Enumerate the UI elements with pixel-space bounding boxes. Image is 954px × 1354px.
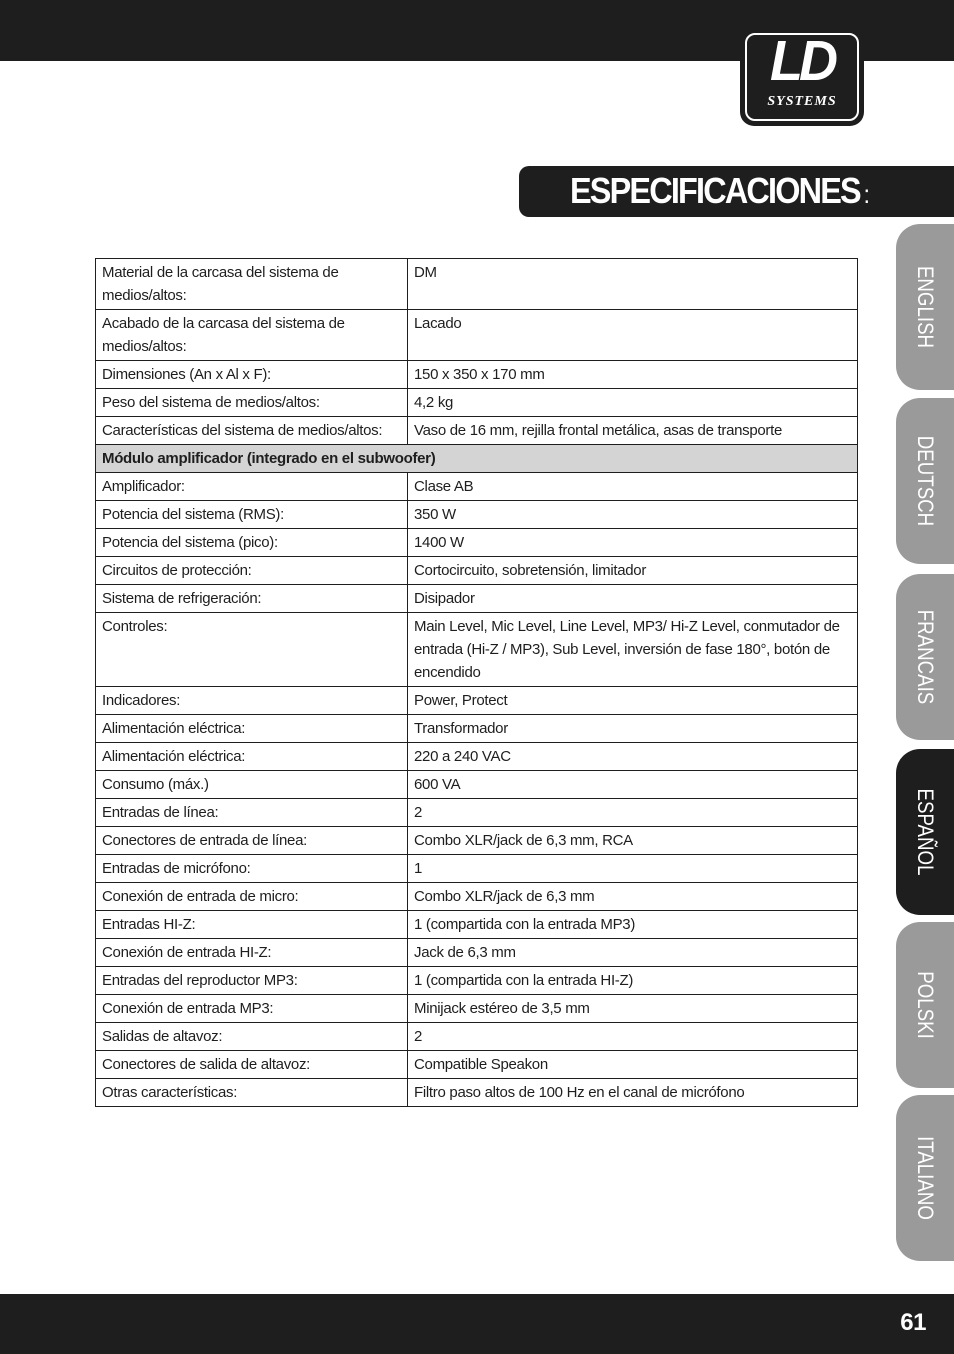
specifications-table [95, 258, 858, 1107]
table-row [96, 687, 858, 715]
spec-value: 350 W [408, 501, 858, 529]
table-row [96, 1023, 858, 1051]
tab-italiano-label: ITALIANO [913, 1136, 938, 1220]
table-row [96, 1079, 858, 1107]
table-row [96, 473, 858, 501]
spec-label: Entradas de micrófono: [96, 855, 408, 883]
spec-value: Compatible Speakon [408, 1051, 858, 1079]
spec-label: Controles: [96, 613, 408, 687]
spec-value: 1400 W [408, 529, 858, 557]
table-row [96, 855, 858, 883]
spec-value: Vaso de 16 mm, rejilla frontal metálica, asas de transporte [408, 417, 858, 445]
spec-value: 2 [408, 799, 858, 827]
spec-label: Dimensiones (An x Al x F): [96, 361, 408, 389]
table-section-header [96, 445, 858, 473]
spec-value: Jack de 6,3 mm [408, 939, 858, 967]
spec-value: Filtro paso altos de 100 Hz en el canal de micrófono [408, 1079, 858, 1107]
section-title: Módulo amplificador (integrado en el subwoofer) [96, 445, 858, 473]
spec-value: Combo XLR/jack de 6,3 mm, RCA [408, 827, 858, 855]
spec-label: Conectores de salida de altavoz: [96, 1051, 408, 1079]
page-number: 61 [900, 1309, 926, 1336]
table-row [96, 827, 858, 855]
spec-label: Consumo (máx.) [96, 771, 408, 799]
tab-polski-label: POLSKI [913, 971, 938, 1039]
tab-deutsch-label: DEUTSCH [913, 435, 938, 527]
spec-label: Conexión de entrada de micro: [96, 883, 408, 911]
table-row [96, 995, 858, 1023]
spec-label: Amplificador: [96, 473, 408, 501]
table-row [96, 389, 858, 417]
logo-ld-text: LD [770, 29, 834, 93]
spec-label: Conexión de entrada HI-Z: [96, 939, 408, 967]
table-row [96, 501, 858, 529]
spec-label: Peso del sistema de medios/altos: [96, 389, 408, 417]
spec-value: Power, Protect [408, 687, 858, 715]
spec-value: Main Level, Mic Level, Line Level, MP3/ Hi-Z Level, conmutador de entrada (Hi-Z / MP3), Sub Level, inversión de fase 180°, botón de encendido [408, 613, 858, 687]
spec-label: Alimentación eléctrica: [96, 743, 408, 771]
tab-polski[interactable] [896, 922, 954, 1088]
table-row [96, 715, 858, 743]
table-row [96, 310, 858, 361]
table-row [96, 361, 858, 389]
table-row [96, 799, 858, 827]
tab-english[interactable] [896, 224, 954, 390]
table-row [96, 771, 858, 799]
spec-value: Disipador [408, 585, 858, 613]
spec-label: Conexión de entrada MP3: [96, 995, 408, 1023]
tab-deutsch[interactable] [896, 398, 954, 564]
spec-value: 4,2 kg [408, 389, 858, 417]
table-row [96, 417, 858, 445]
tab-francais-label: FRANCAIS [913, 609, 938, 705]
page-title-colon: : [863, 179, 870, 209]
spec-value: 1 (compartida con la entrada MP3) [408, 911, 858, 939]
table-row [96, 529, 858, 557]
ld-systems-logo [740, 28, 864, 126]
table-row [96, 613, 858, 687]
spec-label: Conectores de entrada de línea: [96, 827, 408, 855]
spec-value: 2 [408, 1023, 858, 1051]
spec-value: 1 [408, 855, 858, 883]
spec-label: Acabado de la carcasa del sistema de medios/altos: [96, 310, 408, 361]
spec-value: 220 a 240 VAC [408, 743, 858, 771]
tab-italiano[interactable] [896, 1095, 954, 1261]
tab-francais[interactable] [896, 574, 954, 740]
tab-espanol-label: ESPAÑOL [913, 788, 938, 876]
spec-label: Alimentación eléctrica: [96, 715, 408, 743]
spec-label: Entradas del reproductor MP3: [96, 967, 408, 995]
page-title-main: ESPECIFICACIONES [570, 170, 860, 211]
spec-value: 150 x 350 x 170 mm [408, 361, 858, 389]
bottom-bar [0, 1294, 954, 1354]
spec-value: Clase AB [408, 473, 858, 501]
spec-label: Entradas HI-Z: [96, 911, 408, 939]
table-row [96, 939, 858, 967]
table-row [96, 743, 858, 771]
table-row [96, 883, 858, 911]
spec-value: 600 VA [408, 771, 858, 799]
spec-label: Material de la carcasa del sistema de medios/altos: [96, 259, 408, 310]
spec-value: Cortocircuito, sobretensión, limitador [408, 557, 858, 585]
tab-english-label: ENGLISH [913, 265, 938, 349]
spec-label: Sistema de refrigeración: [96, 585, 408, 613]
page-title [570, 169, 870, 216]
table-row [96, 259, 858, 310]
table-row [96, 967, 858, 995]
tab-espanol[interactable] [896, 749, 954, 915]
spec-label: Otras características: [96, 1079, 408, 1107]
spec-label: Potencia del sistema (RMS): [96, 501, 408, 529]
spec-value: Transformador [408, 715, 858, 743]
table-row [96, 585, 858, 613]
table-row [96, 911, 858, 939]
spec-value: Minijack estéreo de 3,5 mm [408, 995, 858, 1023]
spec-label: Potencia del sistema (pico): [96, 529, 408, 557]
spec-value: Combo XLR/jack de 6,3 mm [408, 883, 858, 911]
spec-label: Salidas de altavoz: [96, 1023, 408, 1051]
spec-label: Indicadores: [96, 687, 408, 715]
table-row [96, 1051, 858, 1079]
logo-systems-text: SYSTEMS [767, 94, 837, 109]
spec-label: Características del sistema de medios/altos: [96, 417, 408, 445]
spec-value: 1 (compartida con la entrada HI-Z) [408, 967, 858, 995]
title-banner [519, 166, 954, 217]
spec-label: Entradas de línea: [96, 799, 408, 827]
table-row [96, 557, 858, 585]
spec-value: Lacado [408, 310, 858, 361]
spec-value: DM [408, 259, 858, 310]
spec-label: Circuitos de protección: [96, 557, 408, 585]
